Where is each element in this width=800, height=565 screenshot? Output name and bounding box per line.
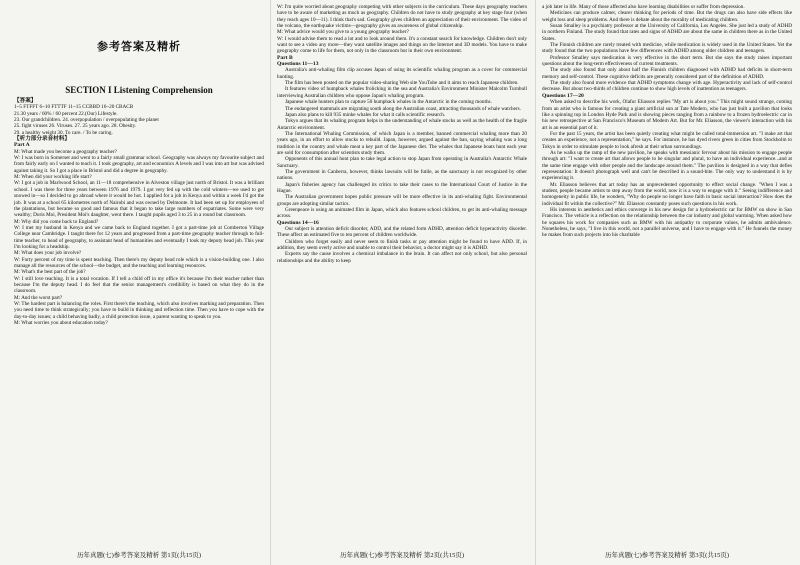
paragraph: Japanese whale hunters plan to capture 50 humpback whales in the Antarctic in the coming months. bbox=[285, 99, 492, 106]
section-label: 【答案】 bbox=[14, 98, 37, 104]
paragraph: Our subject is attention deficit disorder, ADD, and the related form ADHD, attention deficit hyperactivity disorder. These affect an estimated five to ten percent of children worldwide. bbox=[277, 226, 527, 239]
column-divider bbox=[535, 0, 536, 565]
section-label: Questions 11—13 bbox=[277, 61, 319, 68]
paragraph: The study also found that only about half the Finnish children diagnosed with ADHD had deficits in short-term memory and self-control. These cognitive deficits are generally considered part of the definition of ADHD. bbox=[542, 67, 792, 80]
paragraph: Greenpeace is using an animated film in Japan, which also features school children, to get its anti-whaling message across. bbox=[277, 207, 527, 220]
paragraph: For the past 15 years, the artist has been quietly creating what might be called total-immersion art. "I make art that creates an experience, not a representation," he says. For instance, he has dyed rivers green in cities from Stockholm to Tokyo in order to stimulate people to look afresh at their urban surroundings. bbox=[542, 130, 792, 150]
paragraph: Tokyo argues that its whaling program helps in the understanding of whale stocks as well as the health of the fragile Antarctic environment. bbox=[277, 118, 527, 131]
paragraph: M: What's the best part of the job? bbox=[14, 269, 86, 276]
paragraph: M: What does your job involve? bbox=[14, 250, 82, 257]
column-1 bbox=[14, 4, 264, 326]
paragraph: Australia's anti-whaling film clip accuses Japan of using its scientific whaling program as a cover for commercial hunting. bbox=[277, 67, 527, 80]
paragraph: 29. a healthy weight 30. To care. / To be caring. bbox=[14, 129, 113, 136]
section-label: Questions 17—20 bbox=[542, 92, 584, 99]
paragraph: Children who forget easily and never seem to finish tasks or pay attention might be found to have ADD. If, in addition, they seem overly active and unable to control their behavior, a doctor might say it is ADHD. bbox=[277, 238, 527, 252]
section-label: Part A bbox=[14, 142, 30, 149]
column-2 bbox=[277, 4, 527, 264]
paragraph: W: I would advise them to read a lot and to look around them. It's a constant search for knowledge. Children don't only want to see a video any more—they want satellite images and things on the Internet and 3D models. You have to make geography come to life for them, not only in the classroom but in their own environment. bbox=[277, 35, 527, 55]
paragraph: 23. Our grandchildren. 24. overpopulation / overpopulating the planet bbox=[14, 117, 159, 124]
paragraph: Susan Smalley is a psychiatry professor at the University of California, Los Angeles. She just led a study of ADHD in northern Finland. The study found that rates and signs of ADHD are about the same in children there as in the United States. bbox=[542, 23, 792, 42]
paragraph: W: The hardest part is balancing the roles. First there's the teaching, which also involves marking and preparation. Then you need time to think strategically; you have to build in thinking and reflection time. Then you have to cope with the day-to-day issues; a child behaving badly, a child protection issue, a parent wanting to speak to you. bbox=[14, 301, 264, 320]
column-divider bbox=[270, 0, 271, 565]
column-3 bbox=[542, 4, 792, 239]
paragraph: W: I'm quite worried about geography competing with other subjects in the curriculum. These days geography teachers have to be aware of marketing as much as geography. Children do not have to study geography at key stage four (when they reach ages 10—11). I think that's sad. Geography gives children an appreciation of their environment. The video of the volcano, the earthquake victims—geography gives an awareness of global citizenship. bbox=[277, 4, 527, 30]
paragraph: W: I met my husband in Kenya and we came back to England together. I got a part-time job at Comberton Village College near Cambridge. I taught there for 12 years and progressed from a part-time geography teacher through to full-time teacher, to head of geography, to assistant head of humanities and eventually I took my deputy head job. This year I'm looking for a headship. bbox=[14, 224, 264, 250]
paragraph: When asked to describe his work, Olafur Eliasson replies "My art is about you." This might sound strange, coming from an artist who is famous for creating a giant artificial sun at Tate Modern, who has just built a pavilion that looks like a spinning top in London Hyde Park and is showing pieces ranging from a rainbow to a frozen hydroelectric car in his new retrospective at San Francisco's Museum of Modern Art. But for Mr. Eliasson, the viewer's interaction with his art is an essential part of it. bbox=[542, 99, 792, 131]
paragraph: M: What worries you about education today? bbox=[14, 320, 108, 327]
paragraph: 1~5 FTFFT 6~10 FTTTF 11~15 CCBBD 16~20 CBACB bbox=[14, 104, 134, 111]
paragraph: W: I was born in Somerset and went to a fairly small grammar school. Geography was always my favourite subject and from fairly early on I wanted to teach it. I took geography, art and economics A levels and I was into art but was advised against taking it. So I got a place in Bristol and did a degree in geography. bbox=[14, 155, 264, 174]
paragraph: The International Whaling Commission, of which Japan is a member, banned commercial whaling more than 20 years ago, in an effort to allow stocks to rebuild. Japan, however, argued against the ban, saying whaling was a long tradition in the country and whale meat a key part of the Japanese diet. The whales that Japanese boats hunt each year are sold for consumption after scientists study them. bbox=[277, 130, 527, 156]
paragraph: The Finnish children are rarely treated with medicine, while medication is widely used in the United States. Yet the study found that the two populations have few differences with ADHD among older children and teenagers. bbox=[542, 42, 792, 55]
paragraph: The Australian government hopes public pressure will be more effective in its anti-whaling fight. Environmental groups are adopting similar tactics. bbox=[277, 194, 527, 207]
paragraph: The government in Canberra, however, thinks lawsuits will be futile, as the sanctuary is not recognized by other nations. bbox=[277, 168, 527, 182]
column-1-body bbox=[14, 98, 264, 326]
paragraph: As he walks up the ramp of the new pavilion, he speaks with messianic fervour about his mission to engage people through art: "I want to create art that allows people to be singular and plural, to have an individual experience...and at the same time engage with other people and the landscape around them." The pavilion is designed in a way that defies representation: It doesn't photograph well and can't be described in a sound-bite. The only way to understand it is by experiencing it. bbox=[542, 149, 792, 182]
page-title: 参考答案及精析 bbox=[97, 40, 181, 53]
column-3-body bbox=[542, 4, 792, 239]
paragraph: 25. fight viruses 26. Viruses. 27. 25 years ago. 28. Obesity. bbox=[14, 123, 137, 130]
paragraph: W: I still love teaching. It is a total vocation. If I tell a child off in my office it's because I'm their teacher rather than because I'm the deputy head. I do feel that the senior management's credibility is based on what they do in the classroom. bbox=[14, 275, 264, 295]
column-2-body bbox=[277, 4, 527, 264]
paragraph: Opponents of this annual hunt plan to take legal action to stop Japan from operating in Australia's Antarctic Whale Sanctuary. bbox=[277, 156, 527, 169]
paragraph: M: What advice would you give to a young geography teacher? bbox=[277, 29, 409, 36]
paragraph: M: And the worst part? bbox=[14, 294, 63, 301]
paragraph: Professor Smalley says medication is very effective in the short term. But she says the study raises important questions about the long-term effectiveness of current treatments. bbox=[542, 54, 792, 68]
paragraph: a job later in life. Many of those affected also have learning disabilities or suffer from depression. bbox=[542, 4, 745, 10]
page-footer-3: 历年真题(七)参考答案及精析 第3页(共15页) bbox=[604, 552, 730, 559]
section-label: Part B bbox=[277, 54, 293, 61]
paragraph: W: Forty percent of my time is spent teaching. Then there's my deputy head role which is a vision-building one. I also manage all the resources of the school—the budget, and the teaching and learning resources. bbox=[14, 256, 264, 269]
paragraph: Mr. Eliasson believes that art today has an unprecedented opportunity to effect social change. "When I was a student, people became artists to step away from the world, now it is a way to engage with it." Seeing indifference and homogeneity in public life, he wonders, "Why do people no longer have faith in basic social interaction? How does the individual fit within the collective?" Mr. Eliasson constantly poses such questions in his work. bbox=[542, 181, 792, 207]
paragraph: M: Why did you come back to England? bbox=[14, 218, 99, 225]
page-footer-2: 历年真题(七)参考答案及精析 第2页(共15页) bbox=[339, 552, 465, 559]
paragraph: Experts say the cause involves a chemical imbalance in the brain. It can affect not only school, but also personal relationships and the ability to keep bbox=[277, 251, 527, 264]
paragraph: M: What made you become a geography teacher? bbox=[14, 148, 117, 155]
paragraph: M: When did your working life start? bbox=[14, 174, 92, 181]
section-label: 【听力部分录音材料】 bbox=[14, 136, 70, 143]
section-label: Questions 14—16 bbox=[277, 219, 319, 226]
paragraph: Japan's fisheries agency has challenged its critics to take their cases to the International Court of Justice in the Hague. bbox=[277, 181, 527, 194]
paragraph: The endangered mammals are migrating south along the Australian coast, attracting thousands of whale watchers. bbox=[285, 105, 521, 112]
paragraph: 21.30 years / 60% / 60 percent 22.(Our) Lifestyle. bbox=[14, 110, 118, 117]
section-heading: SECTION I Listening Comprehension bbox=[65, 85, 213, 95]
paragraph: Japan also plans to kill 935 minke whales for what it calls scientific research. bbox=[285, 111, 446, 118]
paragraph: His interests in aesthetics and ethics converge in his new design for a hydroelectric car for BMW on show in San Francisco. The vehicle is a reflection on the relationship between the car industry and global warming. When asked how he squares his work for companies such as BMW with his antipathy to corporate values, he admits ambivalence. Nonetheless, he says, "I live in this world, not a parallel universe, and I have to engage with it." He funnels the money he makes from such projects into his charitable bbox=[542, 207, 792, 239]
page-footer-1: 历年真题(七)参考答案及精析 第1页(共15页) bbox=[76, 552, 202, 559]
paragraph: Medicines can produce calmer, clearer thinking for periods of time. But the drugs can also have side effects like weight loss and sleep problems. And there is debate about the morality of medicating children. bbox=[542, 10, 792, 23]
paragraph: The study also found more evidence that ADHD symptoms change with age. Hyperactivity and lack of self-control decrease. But about two-thirds of children continue to show high levels of inattention as teenagers. bbox=[542, 80, 792, 93]
paragraph: It features video of humpback whales frolicking in the sea and Australia's Environment Minister Malcolm Turnbull interviewing Australian children who oppose Japan's whaling program. bbox=[277, 86, 527, 99]
paragraph: W: I got a job in Marlwood School, an 11—18 comprehensive in Alveston village just north of Bristol. It was a brilliant school. I was there for three years between 1976 and 1979. I got very fed up with the cold winters—we used to get snowed in—so I decided to go abroad where it would be hot. I applied for a job in Kenya and within a week I'd got the job. It was at a school 65 kilometres north of Nairobi and was owned by Delmonte. It had been set up for employees of the plantations, but became so good and famous that it began to take large numbers of expatriates. Some were very wealthy; Doris Moi, President Moi's daughter, went there. I taught pupils aged 3 to 25 in a round but classroom. bbox=[14, 180, 264, 219]
paragraph: The film has been posted on the popular video-sharing Web site YouTube and it aims to reach Japanese children. bbox=[285, 80, 519, 87]
